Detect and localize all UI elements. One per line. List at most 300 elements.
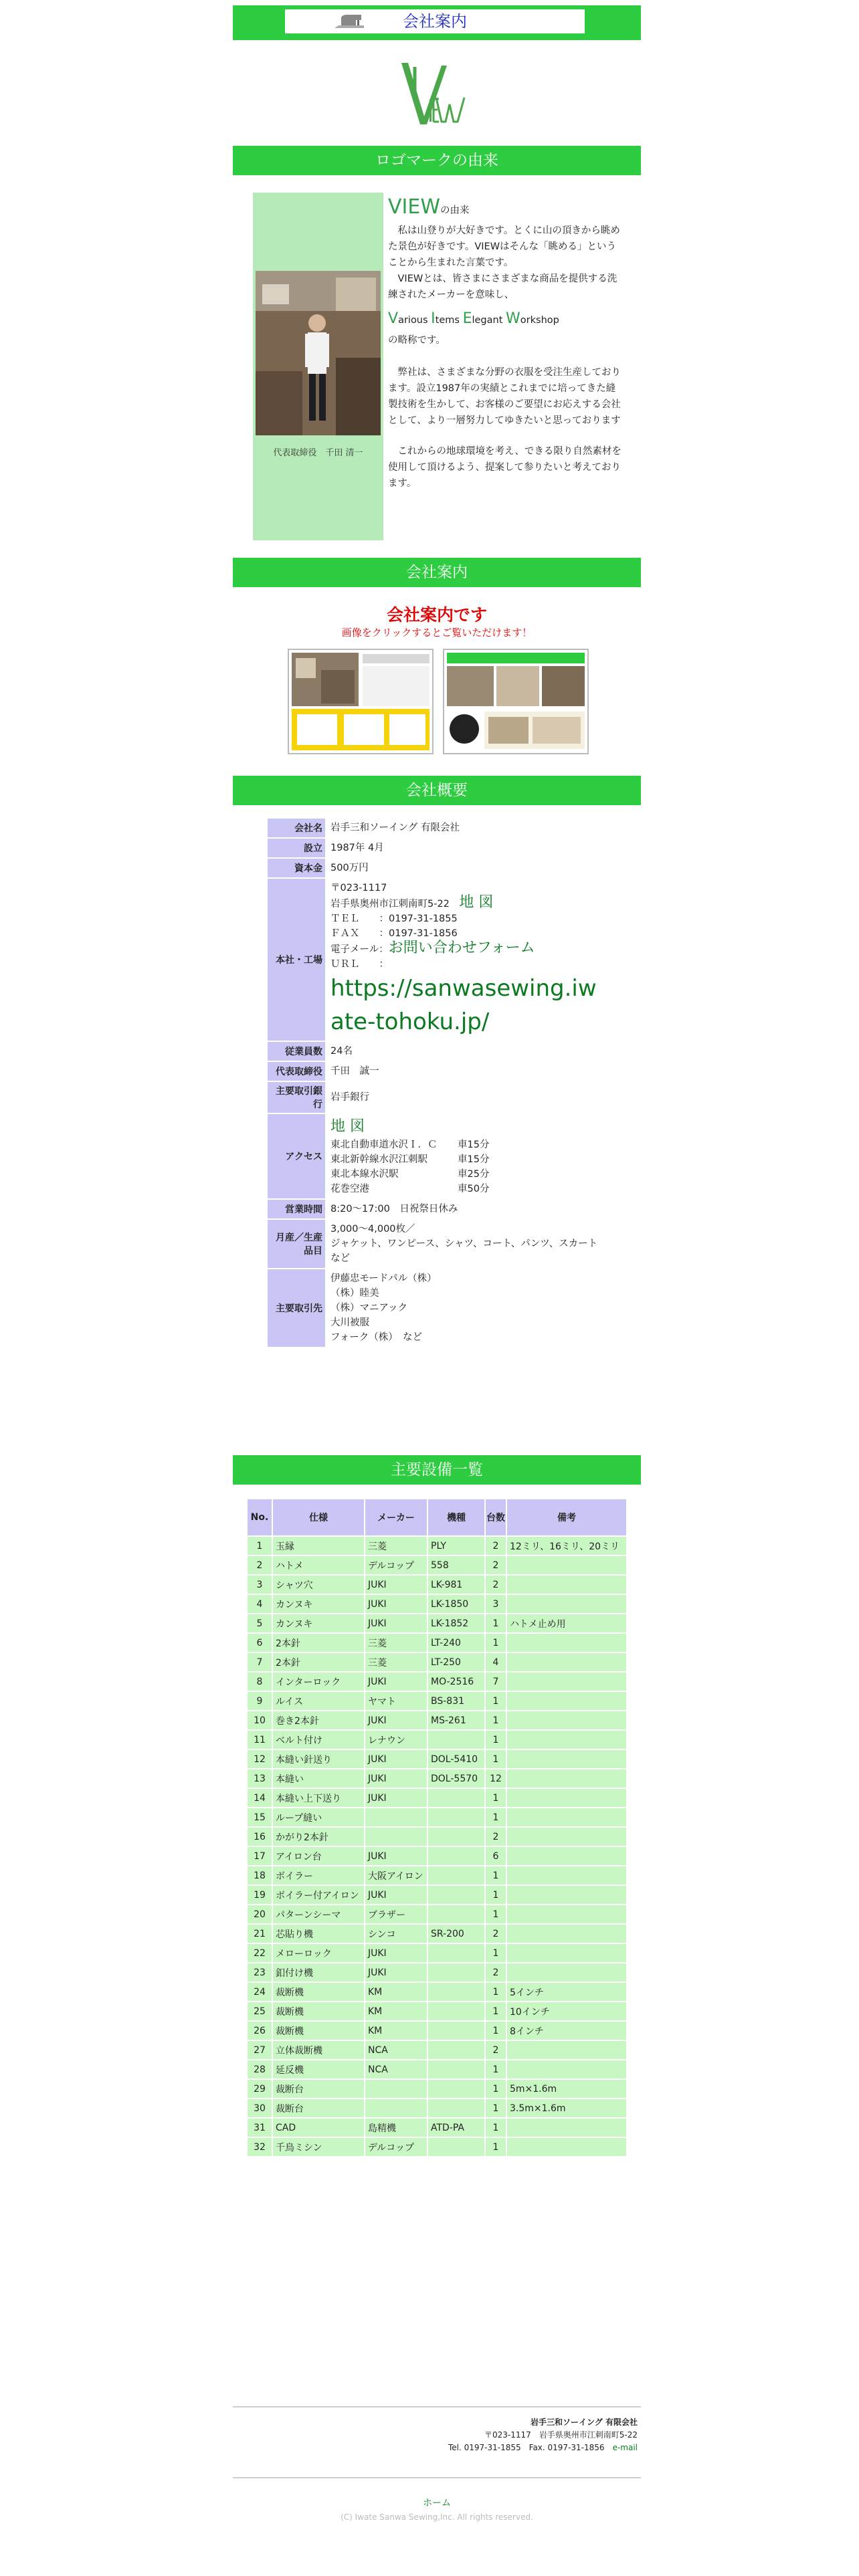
equipment-model: 558 bbox=[428, 1556, 484, 1574]
table-row bbox=[248, 1711, 626, 1729]
acronym-letter: V bbox=[388, 310, 399, 327]
equipment-no: 26 bbox=[248, 2022, 272, 2040]
equipment-qty: 7 bbox=[486, 1673, 506, 1691]
acronym-line bbox=[388, 311, 624, 328]
equipment-no: 2 bbox=[248, 1556, 272, 1574]
table-row bbox=[248, 1789, 626, 1807]
table-row bbox=[268, 859, 613, 877]
table-row bbox=[248, 2119, 626, 2137]
equipment-type: 本縫い針送り bbox=[273, 1750, 364, 1768]
acronym-word: tems bbox=[435, 315, 463, 326]
equipment-note: 10インチ bbox=[507, 2002, 626, 2020]
equipment-model bbox=[428, 1808, 484, 1826]
equipment-no: 29 bbox=[248, 2080, 272, 2098]
equipment-no: 14 bbox=[248, 1789, 272, 1807]
tel: ＴＥＬ ：0197-31-1855 bbox=[330, 914, 458, 924]
client-item: （株）睦美 bbox=[330, 1288, 379, 1299]
equipment-maker: JUKI bbox=[365, 1711, 427, 1729]
map-link[interactable]: 地 図 bbox=[459, 894, 494, 911]
equipment-maker: 島精機 bbox=[365, 2119, 427, 2137]
equipment-qty: 2 bbox=[486, 1556, 506, 1574]
equipment-model: LK-981 bbox=[428, 1576, 484, 1594]
equipment-no: 12 bbox=[248, 1750, 272, 1768]
equipment-no: 7 bbox=[248, 1653, 272, 1671]
equipment-qty: 1 bbox=[486, 1886, 506, 1904]
equipment-maker: JUKI bbox=[365, 1963, 427, 1981]
equipment-qty: 1 bbox=[486, 1905, 506, 1923]
equipment-qty: 1 bbox=[486, 1944, 506, 1962]
footer-telfax: Tel. 0197-31-1855 Fax. 0197-31-1856 bbox=[448, 2443, 605, 2452]
equipment-maker: 三菱 bbox=[365, 1537, 427, 1555]
equipment-maker: KM bbox=[365, 2002, 427, 2020]
equipment-model bbox=[428, 1731, 484, 1749]
equipment-no: 15 bbox=[248, 1808, 272, 1826]
company-overview-table bbox=[266, 817, 614, 1348]
equipment-maker: JUKI bbox=[365, 1614, 427, 1632]
brochure-image-2[interactable] bbox=[443, 649, 589, 754]
col-header: 仕様 bbox=[273, 1499, 364, 1535]
acronym-letter: W bbox=[506, 310, 520, 327]
row-label: 営業時間 bbox=[268, 1200, 325, 1218]
equipment-qty: 1 bbox=[486, 2002, 506, 2020]
equipment-no: 21 bbox=[248, 1925, 272, 1943]
page-title: 会社案内 bbox=[403, 12, 467, 31]
header-title-box bbox=[284, 8, 586, 35]
table-row bbox=[248, 1653, 626, 1671]
equipment-qty: 1 bbox=[486, 1808, 506, 1826]
equipment-qty: 1 bbox=[486, 2022, 506, 2040]
table-row bbox=[248, 1847, 626, 1865]
equipment-header-row bbox=[248, 1499, 626, 1535]
row-label: アクセス bbox=[268, 1114, 325, 1198]
equipment-qty: 1 bbox=[486, 2060, 506, 2078]
table-row bbox=[248, 2138, 626, 2156]
equipment-qty: 1 bbox=[486, 1692, 506, 1710]
col-header: 備考 bbox=[507, 1499, 626, 1535]
equipment-maker: KM bbox=[365, 2022, 427, 2040]
equipment-note bbox=[507, 1711, 626, 1729]
equipment-model: PLY bbox=[428, 1537, 484, 1555]
access-place: 東北本線水沢駅 bbox=[330, 1169, 399, 1180]
url-label: ＵＲＬ ： bbox=[330, 959, 389, 970]
equipment-note bbox=[507, 1944, 626, 1962]
equipment-note: 5インチ bbox=[507, 1983, 626, 2001]
client-item: 大川被服 bbox=[330, 1317, 369, 1328]
section-equipment: 主要設備一覧 bbox=[233, 1455, 641, 1485]
equipment-type: パターンシーマ bbox=[273, 1905, 364, 1923]
equipment-qty: 12 bbox=[486, 1769, 506, 1788]
equipment-note bbox=[507, 1847, 626, 1865]
equipment-maker: 大阪アイロン bbox=[365, 1866, 427, 1885]
footer-contact bbox=[233, 2442, 638, 2454]
access-item bbox=[330, 1167, 609, 1182]
equipment-maker: JUKI bbox=[365, 1576, 427, 1594]
equipment-type: 裁断台 bbox=[273, 2080, 364, 2098]
equipment-qty: 1 bbox=[486, 2138, 506, 2156]
equipment-type: 本縫い bbox=[273, 1769, 364, 1788]
equipment-maker bbox=[365, 2099, 427, 2117]
equipment-qty: 2 bbox=[486, 1925, 506, 1943]
equipment-type: 千鳥ミシン bbox=[273, 2138, 364, 2156]
equipment-type: ボイラー付アイロン bbox=[273, 1886, 364, 1904]
view-heading: VIEW bbox=[388, 195, 440, 219]
equipment-maker: レナウン bbox=[365, 1731, 427, 1749]
equipment-note bbox=[507, 1595, 626, 1613]
equipment-maker: NCA bbox=[365, 2041, 427, 2059]
equipment-qty: 4 bbox=[486, 1653, 506, 1671]
access-item bbox=[330, 1182, 609, 1196]
footer-divider bbox=[233, 2477, 641, 2478]
equipment-note bbox=[507, 1789, 626, 1807]
president-photo bbox=[256, 271, 381, 435]
equipment-model: ATD-PA bbox=[428, 2119, 484, 2137]
equipment-type: メローロック bbox=[273, 1944, 364, 1962]
equipment-model bbox=[428, 1944, 484, 1962]
equipment-maker: KM bbox=[365, 1983, 427, 2001]
equipment-no: 8 bbox=[248, 1673, 272, 1691]
equipment-maker bbox=[365, 2080, 427, 2098]
equipment-qty: 3 bbox=[486, 1595, 506, 1613]
table-row bbox=[268, 1220, 613, 1268]
access-details bbox=[326, 1114, 613, 1198]
equipment-note: 12ミリ、16ミリ、20ミリ bbox=[507, 1537, 626, 1555]
table-row bbox=[268, 1042, 613, 1061]
table-row bbox=[248, 1692, 626, 1710]
equipment-model bbox=[428, 2060, 484, 2078]
products-value: 3,000〜4,000枚／ ジャケット、ワンピース、シャツ、コート、パンツ、スカート など bbox=[330, 1224, 598, 1264]
equipment-no: 13 bbox=[248, 1769, 272, 1788]
equipment-qty: 1 bbox=[486, 1731, 506, 1749]
equipment-note bbox=[507, 1905, 626, 1923]
row-label: 本社・工場 bbox=[268, 879, 325, 1041]
table-row bbox=[248, 2022, 626, 2040]
equipment-table bbox=[246, 1498, 628, 2157]
table-row bbox=[248, 1828, 626, 1846]
equipment-no: 25 bbox=[248, 2002, 272, 2020]
view-logo bbox=[395, 58, 482, 131]
guide-subtitle: 画像をクリックするとご覧いただけます！ bbox=[341, 627, 533, 639]
header-bar bbox=[233, 5, 641, 40]
access-map-link[interactable]: 地 図 bbox=[330, 1118, 365, 1135]
access-item bbox=[330, 1152, 609, 1167]
equipment-model bbox=[428, 1789, 484, 1807]
equipment-no: 23 bbox=[248, 1963, 272, 1981]
access-time: 車50分 bbox=[458, 1184, 490, 1194]
table-row bbox=[248, 2002, 626, 2020]
section-company-guide: 会社案内 bbox=[233, 558, 641, 587]
equipment-note bbox=[507, 2060, 626, 2078]
equipment-no: 4 bbox=[248, 1595, 272, 1613]
copyright: (C) Iwate Sanwa Sewing,Inc. All rights reserved. bbox=[341, 2512, 533, 2522]
equipment-maker: デルコップ bbox=[365, 1556, 427, 1574]
equipment-model bbox=[428, 2080, 484, 2098]
equipment-no: 32 bbox=[248, 2138, 272, 2156]
table-row bbox=[248, 1556, 626, 1574]
equipment-no: 30 bbox=[248, 2099, 272, 2117]
equipment-model bbox=[428, 1905, 484, 1923]
acronym-word: arious bbox=[398, 315, 432, 326]
col-header: No. bbox=[248, 1499, 272, 1535]
employees-value: 24名 bbox=[330, 1046, 353, 1057]
footer-address bbox=[233, 2416, 638, 2454]
equipment-no: 9 bbox=[248, 1692, 272, 1710]
client-item: 伊藤忠モードパル（株） bbox=[330, 1273, 437, 1284]
row-label: 資本金 bbox=[268, 859, 325, 877]
equipment-maker: JUKI bbox=[365, 1944, 427, 1962]
equipment-maker bbox=[365, 1808, 427, 1826]
equipment-type: 裁断機 bbox=[273, 2022, 364, 2040]
equipment-qty: 1 bbox=[486, 2099, 506, 2117]
table-row bbox=[268, 1114, 613, 1198]
equipment-note bbox=[507, 2041, 626, 2059]
home-link[interactable]: ホーム bbox=[423, 2498, 451, 2508]
table-row bbox=[248, 1963, 626, 1981]
company-name: 岩手三和ソーイング 有限会社 bbox=[330, 823, 460, 833]
table-row bbox=[248, 1769, 626, 1788]
photo-caption: 代表取締役 千田 清一 bbox=[273, 448, 363, 458]
equipment-model bbox=[428, 1963, 484, 1981]
equipment-maker: ブラザー bbox=[365, 1905, 427, 1923]
equipment-type: ループ縫い bbox=[273, 1808, 364, 1826]
table-row bbox=[248, 1750, 626, 1768]
equipment-note bbox=[507, 1634, 626, 1652]
equipment-model: DOL-5570 bbox=[428, 1769, 484, 1788]
equipment-note bbox=[507, 2138, 626, 2156]
table-row bbox=[248, 1866, 626, 1885]
table-row bbox=[268, 1269, 613, 1347]
access-place: 花巻空港 bbox=[330, 1184, 369, 1194]
origin-paragraph-3: これからの地球環境を考え、できる限り自然素材を使用して頂けるよう、提案して参りたいと考えております。 bbox=[388, 446, 622, 489]
equipment-type: ルイス bbox=[273, 1692, 364, 1710]
access-time: 車15分 bbox=[458, 1154, 490, 1165]
equipment-type: 巻き2本針 bbox=[273, 1711, 364, 1729]
equipment-no: 11 bbox=[248, 1731, 272, 1749]
email-line bbox=[330, 941, 609, 957]
table-row bbox=[248, 1808, 626, 1826]
row-label: 会社名 bbox=[268, 819, 325, 837]
access-time: 車25分 bbox=[458, 1169, 490, 1180]
col-header: 台数 bbox=[486, 1499, 506, 1535]
equipment-maker: 三菱 bbox=[365, 1653, 427, 1671]
acronym-letter: I bbox=[431, 310, 436, 327]
equipment-type: 立体裁断機 bbox=[273, 2041, 364, 2059]
equipment-type: カンヌキ bbox=[273, 1614, 364, 1632]
equipment-type: 裁断機 bbox=[273, 1983, 364, 2001]
equipment-type: 本縫い上下送り bbox=[273, 1789, 364, 1807]
equipment-model: SR-200 bbox=[428, 1925, 484, 1943]
equipment-note bbox=[507, 1692, 626, 1710]
equipment-type: かがり2本針 bbox=[273, 1828, 364, 1846]
equipment-type: 裁断台 bbox=[273, 2099, 364, 2117]
equipment-body bbox=[248, 1537, 626, 2156]
equipment-maker: JUKI bbox=[365, 1886, 427, 1904]
table-row bbox=[248, 1673, 626, 1691]
equipment-type: カンヌキ bbox=[273, 1595, 364, 1613]
email-label: 電子メール： bbox=[330, 944, 389, 955]
equipment-note bbox=[507, 1769, 626, 1788]
equipment-no: 28 bbox=[248, 2060, 272, 2078]
equipment-maker: JUKI bbox=[365, 1769, 427, 1788]
table-row bbox=[248, 1614, 626, 1632]
equipment-no: 24 bbox=[248, 1983, 272, 2001]
table-row bbox=[268, 1062, 613, 1081]
acronym-word: orkshop bbox=[520, 315, 559, 326]
equipment-no: 22 bbox=[248, 1944, 272, 1962]
equipment-type: アイロン台 bbox=[273, 1847, 364, 1865]
equipment-model: LT-250 bbox=[428, 1653, 484, 1671]
equipment-type: ボイラー bbox=[273, 1866, 364, 1885]
equipment-model: MS-261 bbox=[428, 1711, 484, 1729]
row-label: 代表取締役 bbox=[268, 1062, 325, 1081]
equipment-note: ハトメ止め用 bbox=[507, 1614, 626, 1632]
equipment-maker: NCA bbox=[365, 2060, 427, 2078]
equipment-note: 3.5m×1.6m bbox=[507, 2099, 626, 2117]
equipment-qty: 1 bbox=[486, 1634, 506, 1652]
table-row bbox=[268, 1200, 613, 1218]
equipment-note bbox=[507, 1653, 626, 1671]
row-label: 従業員数 bbox=[268, 1042, 325, 1061]
zip-code: 〒023-1117 bbox=[330, 883, 387, 893]
equipment-qty: 2 bbox=[486, 2041, 506, 2059]
equipment-note bbox=[507, 1866, 626, 1885]
equipment-maker: JUKI bbox=[365, 1789, 427, 1807]
equipment-qty: 2 bbox=[486, 1537, 506, 1555]
equipment-model: LK-1850 bbox=[428, 1595, 484, 1613]
equipment-no: 27 bbox=[248, 2041, 272, 2059]
table-row bbox=[248, 1595, 626, 1613]
equipment-no: 3 bbox=[248, 1576, 272, 1594]
equipment-maker: JUKI bbox=[365, 1750, 427, 1768]
client-item: フォーク（株） など bbox=[330, 1332, 423, 1343]
origin-paragraph-1b: VIEWとは、皆さまにさまざまな商品を提供する洗練されたメーカーを意味し、 bbox=[388, 274, 617, 300]
equipment-model: LT-240 bbox=[428, 1634, 484, 1652]
equipment-note bbox=[507, 1808, 626, 1826]
table-row bbox=[248, 1537, 626, 1555]
row-label: 設立 bbox=[268, 839, 325, 857]
equipment-model bbox=[428, 2138, 484, 2156]
equipment-no: 16 bbox=[248, 1828, 272, 1846]
clients-list bbox=[326, 1269, 613, 1347]
access-place: 東北自動車道水沢Ｉ．Ｃ bbox=[330, 1140, 438, 1150]
footer-divider bbox=[233, 2406, 641, 2407]
equipment-no: 19 bbox=[248, 1886, 272, 1904]
equipment-model: BS-831 bbox=[428, 1692, 484, 1710]
equipment-type: ハトメ bbox=[273, 1556, 364, 1574]
equipment-type: 芯貼り機 bbox=[273, 1925, 364, 1943]
equipment-no: 10 bbox=[248, 1711, 272, 1729]
equipment-no: 1 bbox=[248, 1537, 272, 1555]
acronym-letter: E bbox=[462, 310, 472, 327]
access-item bbox=[330, 1138, 609, 1152]
table-row bbox=[248, 2099, 626, 2117]
equipment-note bbox=[507, 1963, 626, 1981]
equipment-qty: 2 bbox=[486, 1576, 506, 1594]
equipment-note: 5m×1.6m bbox=[507, 2080, 626, 2098]
table-row bbox=[248, 1983, 626, 2001]
equipment-note bbox=[507, 1576, 626, 1594]
equipment-model: DOL-5410 bbox=[428, 1750, 484, 1768]
equipment-type: シャツ穴 bbox=[273, 1576, 364, 1594]
equipment-qty: 2 bbox=[486, 1828, 506, 1846]
bank-value: 岩手銀行 bbox=[330, 1092, 369, 1103]
equipment-note bbox=[507, 1556, 626, 1574]
table-row bbox=[268, 819, 613, 837]
equipment-model bbox=[428, 1886, 484, 1904]
table-row bbox=[248, 1634, 626, 1652]
equipment-qty: 1 bbox=[486, 1711, 506, 1729]
equipment-maker: シンコ bbox=[365, 1925, 427, 1943]
hours-value: 8:20〜17:00 日祝祭日休み bbox=[330, 1204, 458, 1214]
equipment-qty: 1 bbox=[486, 1750, 506, 1768]
equipment-model bbox=[428, 1828, 484, 1846]
equipment-note bbox=[507, 1925, 626, 1943]
contact-form-link[interactable]: お問い合わせフォーム bbox=[388, 940, 535, 956]
founded-value: 1987年 4月 bbox=[330, 843, 384, 853]
equipment-no: 17 bbox=[248, 1847, 272, 1865]
table-row bbox=[248, 1576, 626, 1594]
client-item: （株）マニアック bbox=[330, 1303, 407, 1313]
equipment-maker: デルコップ bbox=[365, 2138, 427, 2156]
equipment-note bbox=[507, 1828, 626, 1846]
equipment-model: LK-1852 bbox=[428, 1614, 484, 1632]
website-url-link[interactable]: https://sanwasewing.iwate-tohoku.jp/ bbox=[330, 975, 597, 1035]
equipment-maker: JUKI bbox=[365, 1847, 427, 1865]
acronym-suffix: の略称です。 bbox=[388, 335, 446, 346]
address-line bbox=[330, 895, 609, 911]
equipment-qty: 1 bbox=[486, 2080, 506, 2098]
origin-paragraph-2: 弊社は、さまざまな分野の衣服を受注生産しております。設立1987年の実績とこれまでに培ってきた縫製技術を生かして、お客様のご要望にお応えする会社として、より一層努力してゆきたいと思っております bbox=[388, 367, 621, 426]
equipment-no: 6 bbox=[248, 1634, 272, 1652]
equipment-maker: 三菱 bbox=[365, 1634, 427, 1652]
table-row bbox=[268, 839, 613, 857]
equipment-model bbox=[428, 1866, 484, 1885]
table-row bbox=[268, 879, 613, 1041]
equipment-maker: JUKI bbox=[365, 1673, 427, 1691]
table-row bbox=[248, 2080, 626, 2098]
footer-email-link[interactable]: e-mail bbox=[612, 2443, 638, 2452]
equipment-no: 20 bbox=[248, 1905, 272, 1923]
row-label: 主要取引銀行 bbox=[268, 1082, 325, 1113]
equipment-qty: 1 bbox=[486, 2119, 506, 2137]
equipment-model: MO-2516 bbox=[428, 1673, 484, 1691]
equipment-qty: 6 bbox=[486, 1847, 506, 1865]
table-row bbox=[248, 1925, 626, 1943]
equipment-type: 2本針 bbox=[273, 1634, 364, 1652]
access-time: 車15分 bbox=[458, 1140, 490, 1150]
equipment-type: ベルト付け bbox=[273, 1731, 364, 1749]
equipment-note bbox=[507, 2119, 626, 2137]
footer-address-line: 〒023-1117 岩手県奥州市江刺南町5-22 bbox=[484, 2430, 638, 2440]
equipment-qty: 1 bbox=[486, 1983, 506, 2001]
acronym-word: legant bbox=[472, 315, 506, 326]
equipment-note bbox=[507, 1886, 626, 1904]
equipment-no: 5 bbox=[248, 1614, 272, 1632]
table-row bbox=[248, 1905, 626, 1923]
equipment-maker bbox=[365, 1828, 427, 1846]
equipment-type: 延反機 bbox=[273, 2060, 364, 2078]
table-row bbox=[248, 1886, 626, 1904]
section-overview: 会社概要 bbox=[233, 776, 641, 805]
equipment-model bbox=[428, 2099, 484, 2117]
equipment-type: 釦付け機 bbox=[273, 1963, 364, 1981]
brochure-image-1[interactable] bbox=[288, 649, 434, 754]
equipment-type: 2本針 bbox=[273, 1653, 364, 1671]
equipment-model bbox=[428, 1847, 484, 1865]
equipment-qty: 2 bbox=[486, 1963, 506, 1981]
table-row bbox=[248, 1731, 626, 1749]
equipment-note bbox=[507, 1673, 626, 1691]
table-row bbox=[248, 2060, 626, 2078]
